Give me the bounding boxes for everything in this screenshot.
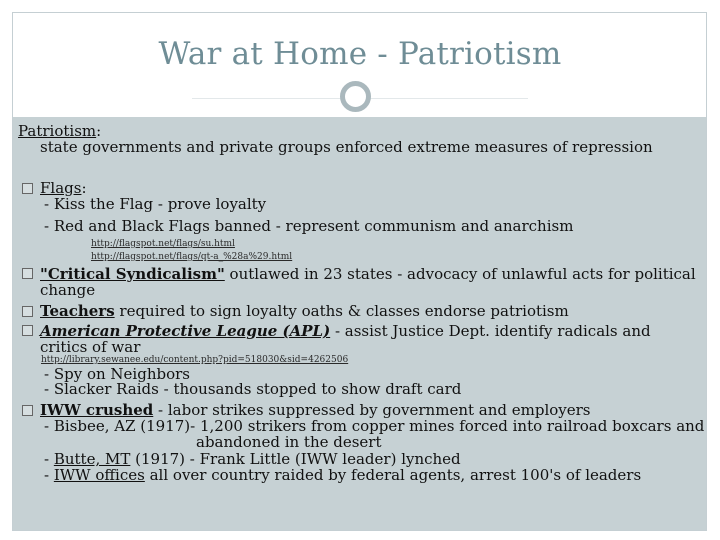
slide-title: War at Home - Patriotism [158, 36, 562, 72]
patriotism-line [18, 123, 101, 139]
flags-colon: : [81, 179, 87, 197]
square-bullet-icon [22, 405, 33, 416]
square-bullet-icon [22, 306, 33, 317]
square-bullet-icon [22, 325, 33, 336]
iww-sub-2-text: (1917) - Frank Little (IWW leader) lynched [130, 450, 461, 468]
iww-sub-1: - Bisbee, AZ (1917)- 1,200 strikers from copper mines forced into railroad boxcars and [44, 417, 705, 435]
iww-text: - labor strikes suppressed by government and employers [153, 401, 591, 419]
apl-sub-2: - Slacker Raids - thousands stopped to show draft card [44, 380, 462, 398]
link-sewanee[interactable]: http://library.sewanee.edu/content.php?pid=518030&sid=4262506 [41, 355, 349, 365]
square-bullet-icon [22, 268, 33, 279]
iww-sub-3-text: all over country raided by federal agents, arrest 100's of leaders [144, 466, 642, 484]
apl-cont: critics of war [40, 338, 141, 356]
iww-line [40, 402, 591, 418]
iww-sub-3-dash: - [44, 466, 54, 484]
apl-line [40, 323, 651, 339]
ring-ornament-icon [340, 81, 371, 112]
patriotism-definition: state governments and private groups enforced extreme measures of repression [40, 138, 653, 156]
syndicalism-term: "Critical Syndicalism" [40, 265, 225, 283]
flags-heading: Flags [40, 179, 82, 197]
square-bullet-icon [22, 183, 33, 194]
patriotism-colon: : [96, 122, 102, 140]
syndicalism-line [40, 266, 696, 282]
teachers-line [40, 303, 569, 319]
iww-sub-2-dash: - [44, 450, 54, 468]
syndicalism-cont: change [40, 281, 96, 299]
flags-sub-2: - Red and Black Flags banned - represent communism and anarchism [44, 217, 574, 235]
iww-sub-3-place: IWW offices [53, 466, 145, 484]
flags-sub-1: - Kiss the Flag - prove loyalty [44, 195, 267, 213]
iww-sub-3 [44, 467, 641, 483]
iww-sub-1-cont: abandoned in the desert [196, 433, 382, 451]
link-flags-su[interactable]: http://flagspot.net/flags/su.html [91, 239, 235, 249]
iww-term: IWW crushed [40, 401, 154, 419]
apl-term: American Protective League (APL) [40, 322, 331, 340]
apl-text: - assist Justice Dept. identify radicals and [330, 322, 651, 340]
syndicalism-text: outlawed in 23 states - advocacy of unlawful acts for political [224, 265, 696, 283]
link-flags-qt[interactable]: http://flagspot.net/flags/qt-a_%28a%29.html [91, 252, 293, 262]
patriotism-term: Patriotism [18, 122, 97, 140]
teachers-text: required to sign loyalty oaths & classes endorse patriotism [114, 302, 569, 320]
flags-line [40, 180, 87, 196]
iww-sub-2 [44, 451, 461, 467]
iww-sub-2-place: Butte, MT [53, 450, 131, 468]
apl-sub-1: - Spy on Neighbors [44, 365, 190, 383]
teachers-term: Teachers [40, 302, 115, 320]
